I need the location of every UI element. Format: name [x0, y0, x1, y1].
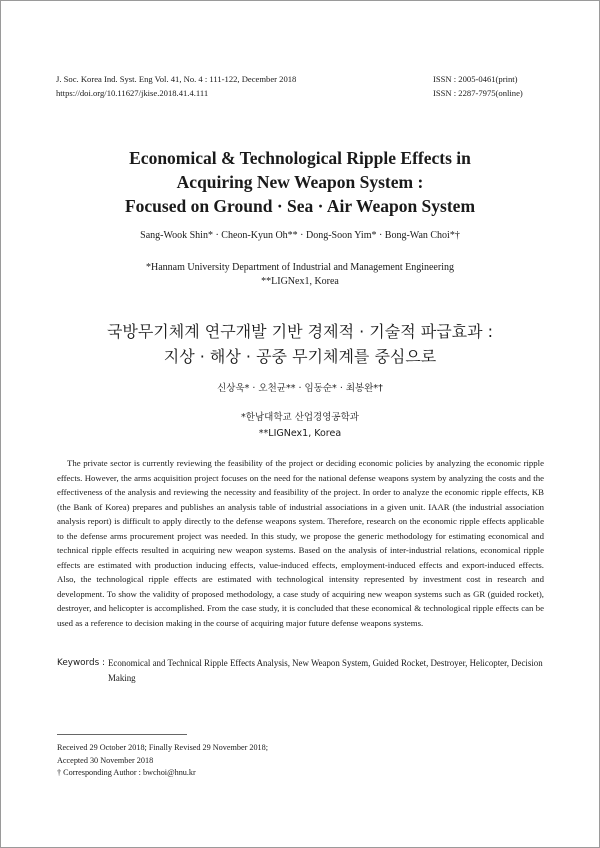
doi-link[interactable]: https://doi.org/10.11627/jkise.2018.41.4.111 — [56, 88, 209, 98]
abstract-text: The private sector is currently reviewing the feasibility of the project or deciding economic policies by analyzing the economic ripple effects. However, the arms acquisition project focuses on the need for the national defense weapons system by analyzing the costs and the effectiveness of the analysis and reviewing the necessity and feasibility of the project. In order to analyze the economic ripple effects, KB (the Bank of Korea) prepares and publishes an analysis table of industrial associations in a given unit. IAAR (the industrial association analysis report) is difficult to apply directly to the defense weapons system. Therefore, research on the economic ripple effects applicable to the defense arms procurement project was needed. In this study, we propose the generic methodology for estimating economical and technical ripple effects resulted in acquiring new weapon systems. Based on the analysis of inter-industrial relations, economical ripple effects are estimated with production inducing effects, value-induced effects, employment-induced effects and export-induced effects. Also, the technological ripple effects are estimated with technological intensity represented by investment cost in research and development. To show the validity of proposed methodology, a case study of acquiring new weapon systems such as GR (guided rocket), destroyer, and helicopter is accomplished. From the case study, it is concluded that these economical & technological ripple effects can be used as a reference to decision making in the course of acquiring major future defense weapons systems. — [57, 458, 544, 628]
received-date: Received 29 October 2018; Finally Revised 29 November 2018; — [57, 743, 269, 752]
corresponding-author: † Corresponding Author : bwchoi@hnu.kr — [57, 768, 196, 777]
paper-title-english — [40, 146, 560, 218]
affiliations-korean — [40, 410, 560, 442]
journal-header — [56, 72, 296, 100]
title-ko-line-1: 국방무기체계 연구개발 기반 경제적 · 기술적 파급효과 : — [106, 322, 494, 341]
keywords-block — [57, 656, 544, 686]
keywords-list: Economical and Technical Ripple Effects Analysis, New Weapon System, Guided Rocket, Destroyer, Helicopter, Decision Making — [108, 658, 543, 683]
title-en-line-2: Acquiring New Weapon System : — [176, 172, 424, 192]
accepted-date: Accepted 30 November 2018 — [57, 755, 154, 765]
affiliations-english — [40, 261, 560, 289]
paper-title-korean — [40, 319, 560, 369]
keywords-label: Keywords : — [57, 658, 105, 668]
issn-online: ISSN : 2287-7975(online) — [433, 88, 523, 98]
issn-block — [433, 72, 523, 100]
author-list-korean: 신상욱* · 오천균** · 임동순* · 최봉완*† — [217, 383, 383, 394]
journal-citation: J. Soc. Korea Ind. Syst. Eng Vol. 41, No. 4 : 111-122, December 2018 — [56, 74, 297, 84]
affiliation-ko-2: **LIGNex1, Korea — [258, 428, 342, 439]
affiliation-en-1: *Hannam University Department of Industrial and Management Engineering — [146, 262, 454, 273]
title-ko-line-2: 지상 · 해상 · 공중 무기체계를 중심으로 — [163, 347, 437, 366]
affiliation-en-2: **LIGNex1, Korea — [261, 276, 339, 287]
title-en-line-1: Economical & Technological Ripple Effects in — [129, 148, 471, 168]
footnotes — [57, 742, 544, 780]
issn-print: ISSN : 2005-0461(print) — [433, 74, 518, 84]
author-list-english: Sang-Wook Shin* · Cheon-Kyun Oh** · Dong-Soon Yim* · Bong-Wan Choi*† — [140, 230, 460, 241]
footnote-divider — [57, 734, 187, 735]
affiliation-ko-1: *한남대학교 산업경영공학과 — [241, 412, 359, 423]
title-en-line-3: Focused on Ground · Sea · Air Weapon System — [124, 196, 476, 216]
